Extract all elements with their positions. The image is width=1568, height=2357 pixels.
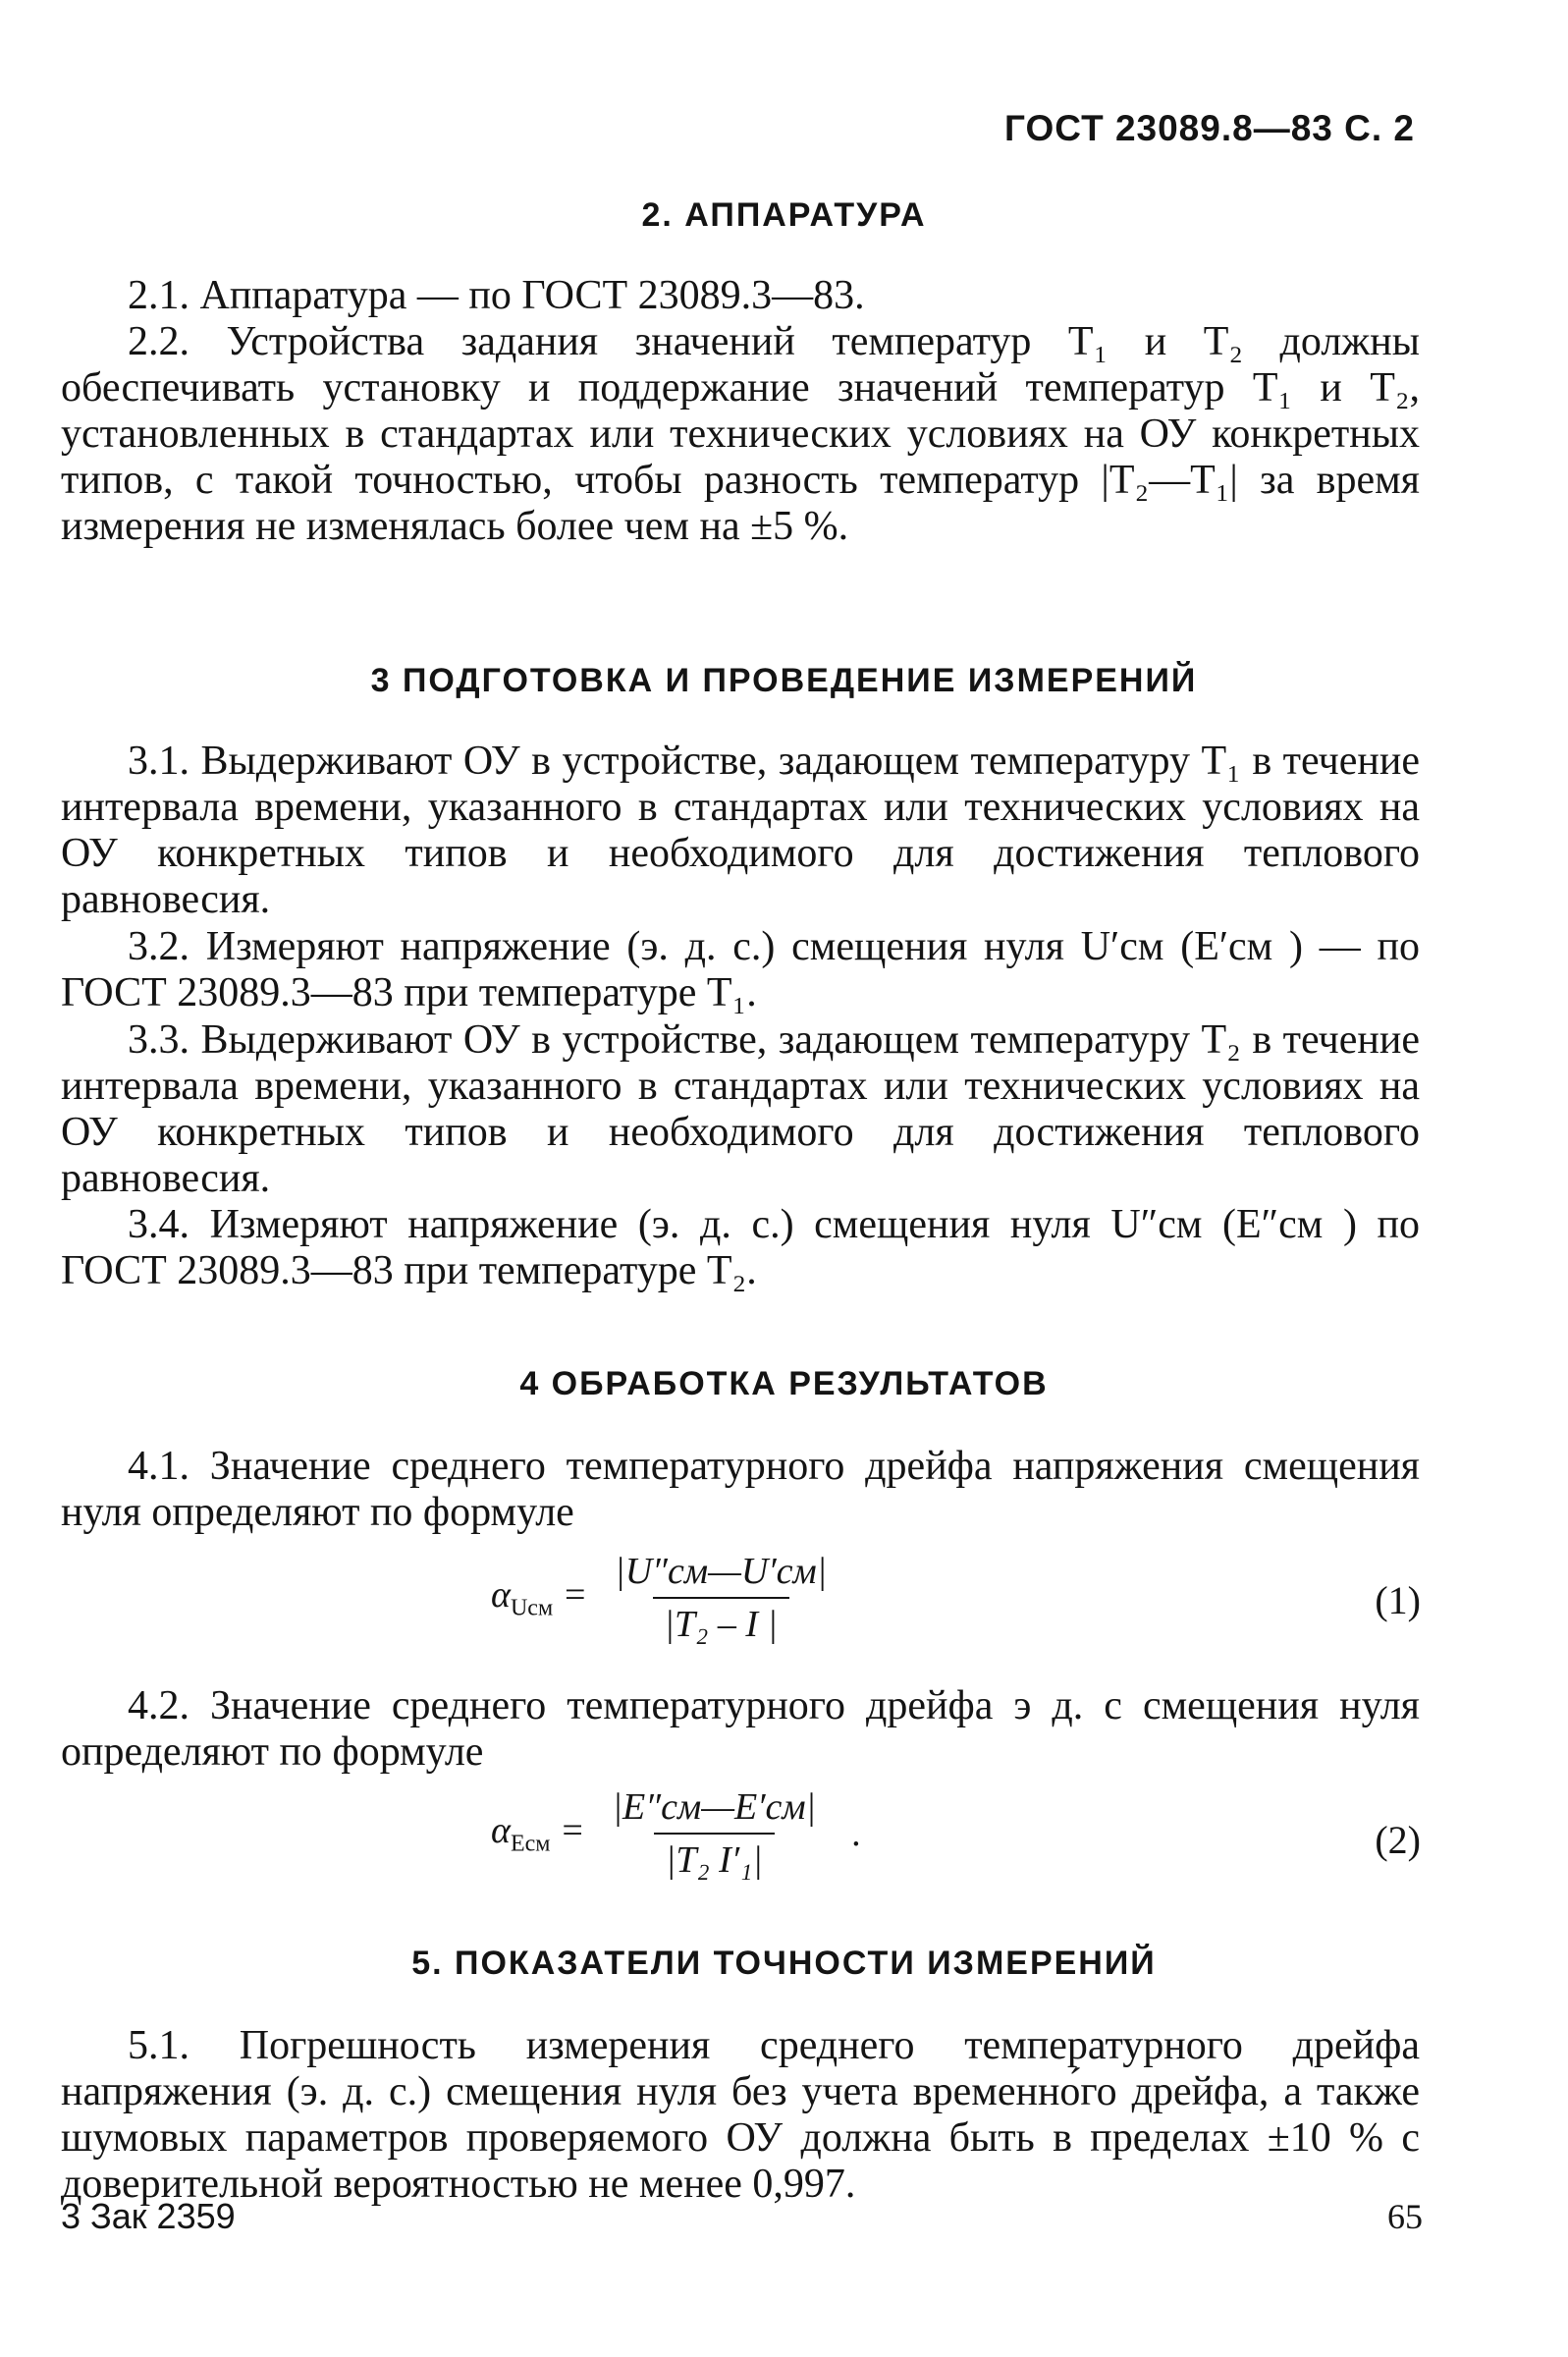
formula-2-dot: . bbox=[851, 1813, 861, 1854]
section-heading-4: 4 ОБРАБОТКА РЕЗУЛЬТАТОВ bbox=[519, 1365, 1049, 1402]
paragraph-5-1: 5.1. Погрешность измерения среднего температурного дрейфа напряжения (э. д. с.) смещения нуля без учета временно́го дрейфа, а также шумовых параметров проверяемого ОУ должна быть в пределах ±10 % с доверительной вероятностью не менее 0,997. bbox=[61, 2023, 1420, 2207]
paragraph-3-1: 3.1. Выдерживают ОУ в устройстве, задающем температуру T₁ в течение интервала времени, указанного в стандартах или технических условиях на ОУ конкретных типов и необходимого для достижения теплового равновесия. bbox=[61, 739, 1420, 922]
paragraph-2-2: 2.2. Устройства задания значений температур T₁ и T₂ должны обеспечивать установку и поддержание значений температур T₁ и T₂, установленных в стандартах или технических условиях на ОУ конкретных типов, с такой точностью, чтобы разность температур |T₂—T₁| за время измерения не изменялась более чем на ±5 %. bbox=[61, 319, 1420, 549]
formula-1-numerator: |U″см—U′см| bbox=[615, 1551, 828, 1592]
paragraph-3-2: 3.2. Измеряют напряжение (э. д. с.) смещения нуля U′см (E′см ) — по ГОСТ 23089.3—83 при температуре T₁. bbox=[61, 924, 1420, 1015]
formula-1 bbox=[491, 1550, 848, 1646]
page-number: 65 bbox=[1387, 2197, 1423, 2236]
paragraph-3-4: 3.4. Измеряют напряжение (э. д. с.) смещения нуля U″см (E″см ) по ГОСТ 23089.3—83 при температуре T₂. bbox=[61, 1202, 1420, 1293]
paragraph-4-2: 4.2. Значение среднего температурного дрейфа э д. с смещения нуля определяют по формуле bbox=[61, 1683, 1420, 1775]
equation-number-2: (2) bbox=[1375, 1818, 1421, 1862]
formula-1-lhs: $\alpha_{Uсм}$ = bbox=[491, 1574, 588, 1621]
formula-2 bbox=[491, 1785, 861, 1882]
paragraph-3-3: 3.3. Выдерживают ОУ в устройстве, задающем температуру T₂ в течение интервала времени, указанного в стандартах или технических условиях на ОУ конкретных типов и необходимого для достижения теплового равновесия. bbox=[61, 1017, 1420, 1201]
paragraph-2-1: 2.1. Аппаратура — по ГОСТ 23089.3—83. bbox=[128, 273, 865, 318]
section-heading-2: 2. АППАРАТУРА bbox=[641, 196, 927, 234]
section-heading-5: 5. ПОКАЗАТЕЛИ ТОЧНОСТИ ИЗМЕРЕНИЙ bbox=[411, 1945, 1157, 1982]
paragraph-4-1: 4.1. Значение среднего температурного дрейфа напряжения смещения нуля определяют по формуле bbox=[61, 1444, 1420, 1535]
formula-2-lhs: $\alpha_{Eсм}$ = bbox=[491, 1810, 585, 1857]
section-heading-3: 3 ПОДГОТОВКА И ПРОВЕДЕНИЕ ИЗМЕРЕНИЙ bbox=[370, 662, 1198, 699]
page-header: ГОСТ 23089.8—83 С. 2 bbox=[1004, 108, 1415, 148]
formula-2-denominator: |T₂ I′₁| bbox=[654, 1833, 775, 1882]
formula-1-fraction bbox=[603, 1550, 838, 1646]
footer-order-number: 3 Зак 2359 bbox=[61, 2196, 236, 2236]
formula-1-denominator: |T₂ – I | bbox=[653, 1597, 789, 1646]
equation-number-1: (1) bbox=[1375, 1578, 1421, 1622]
formula-2-numerator: |E″см—E′см| bbox=[612, 1786, 817, 1828]
formula-2-fraction bbox=[601, 1785, 828, 1882]
